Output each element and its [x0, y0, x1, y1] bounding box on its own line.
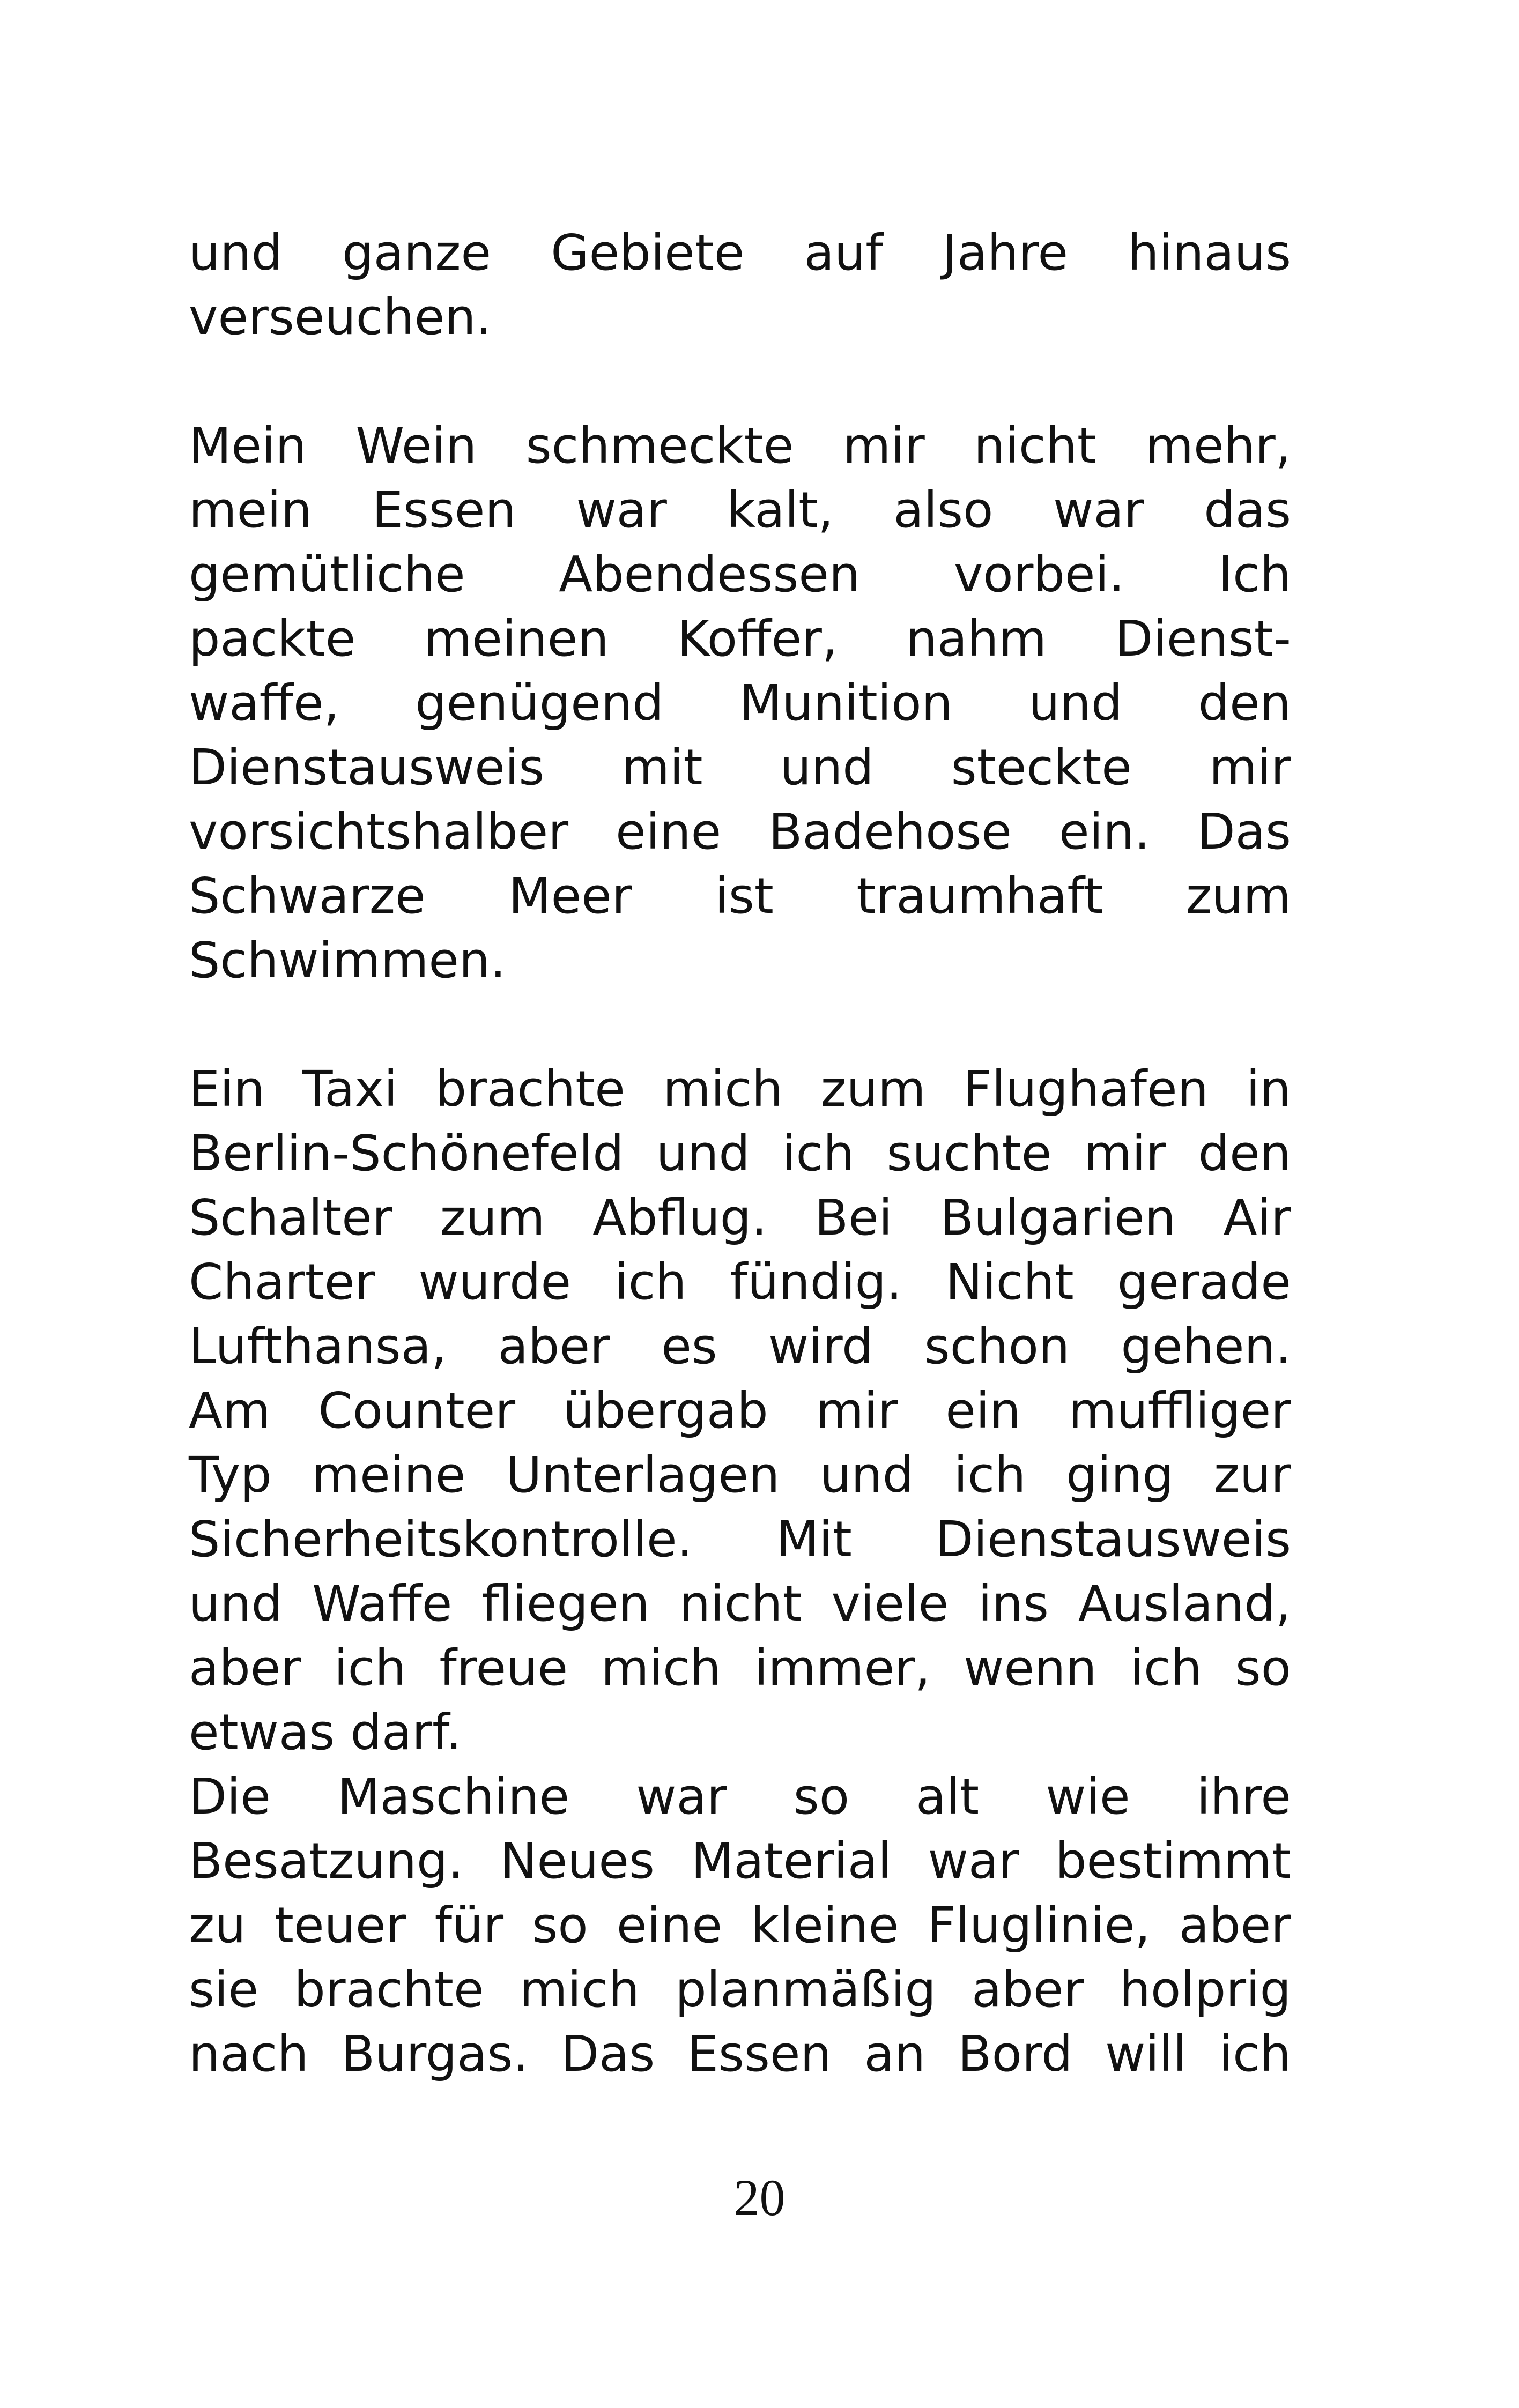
text-line: Besatzung. Neues Material war bestimmt [189, 1832, 1291, 1890]
text-line: gemütliche Abendessen vorbei. Ich [189, 546, 1291, 603]
text-line: Schwarze Meer ist traumhaft zum [189, 867, 1291, 925]
text-line: verseuchen. [189, 288, 492, 346]
text-line: Am Counter übergab mir ein muffliger [189, 1382, 1291, 1439]
page-number: 20 [733, 2169, 786, 2226]
text-line: Typ meine Unterlagen und ich ging zur [189, 1446, 1291, 1504]
text-line: nach Burgas. Das Essen an Bord will ich [189, 2025, 1291, 2083]
text-line: packte meinen Koffer, nahm Dienst- [189, 610, 1291, 667]
text-line: Ein Taxi brachte mich zum Flughafen in [189, 1060, 1291, 1118]
text-line: Dienstausweis mit und steckte mir [189, 739, 1291, 796]
text-line: Schwimmen. [189, 932, 506, 989]
text-line: Mein Wein schmeckte mir nicht mehr, [189, 417, 1291, 474]
text-line: und ganze Gebiete auf Jahre hinaus [189, 224, 1291, 281]
text-line: Die Maschine war so alt wie ihre [189, 1768, 1291, 1825]
text-line: mein Essen war kalt, also war das [189, 481, 1291, 539]
text-line: etwas darf. [189, 1704, 462, 1761]
text-line: aber ich freue mich immer, wenn ich so [189, 1639, 1291, 1697]
text-line: Schalter zum Abflug. Bei Bulgarien Air [189, 1189, 1291, 1246]
text-line: Charter wurde ich fündig. Nicht gerade [189, 1253, 1291, 1311]
text-line: waffe, genügend Munition und den [189, 674, 1291, 732]
text-line: und Waffe fliegen nicht viele ins Ausland, [189, 1575, 1291, 1632]
text-line: zu teuer für so eine kleine Fluglinie, aber [189, 1897, 1291, 1954]
paragraph-gap [189, 993, 1291, 1057]
text-line: Lufthansa, aber es wird schon gehen. [189, 1318, 1291, 1375]
text-line: vorsichtshalber eine Badehose ein. Das [189, 803, 1291, 860]
text-line: sie brachte mich planmäßig aber holprig [189, 1961, 1291, 2018]
body-text [189, 221, 1291, 2086]
text-line: Berlin-Schönefeld und ich suchte mir den [189, 1125, 1291, 1182]
paragraph-gap [189, 350, 1291, 414]
text-line: Sicherheitskontrolle. Mit Dienstausweis [189, 1511, 1291, 1568]
